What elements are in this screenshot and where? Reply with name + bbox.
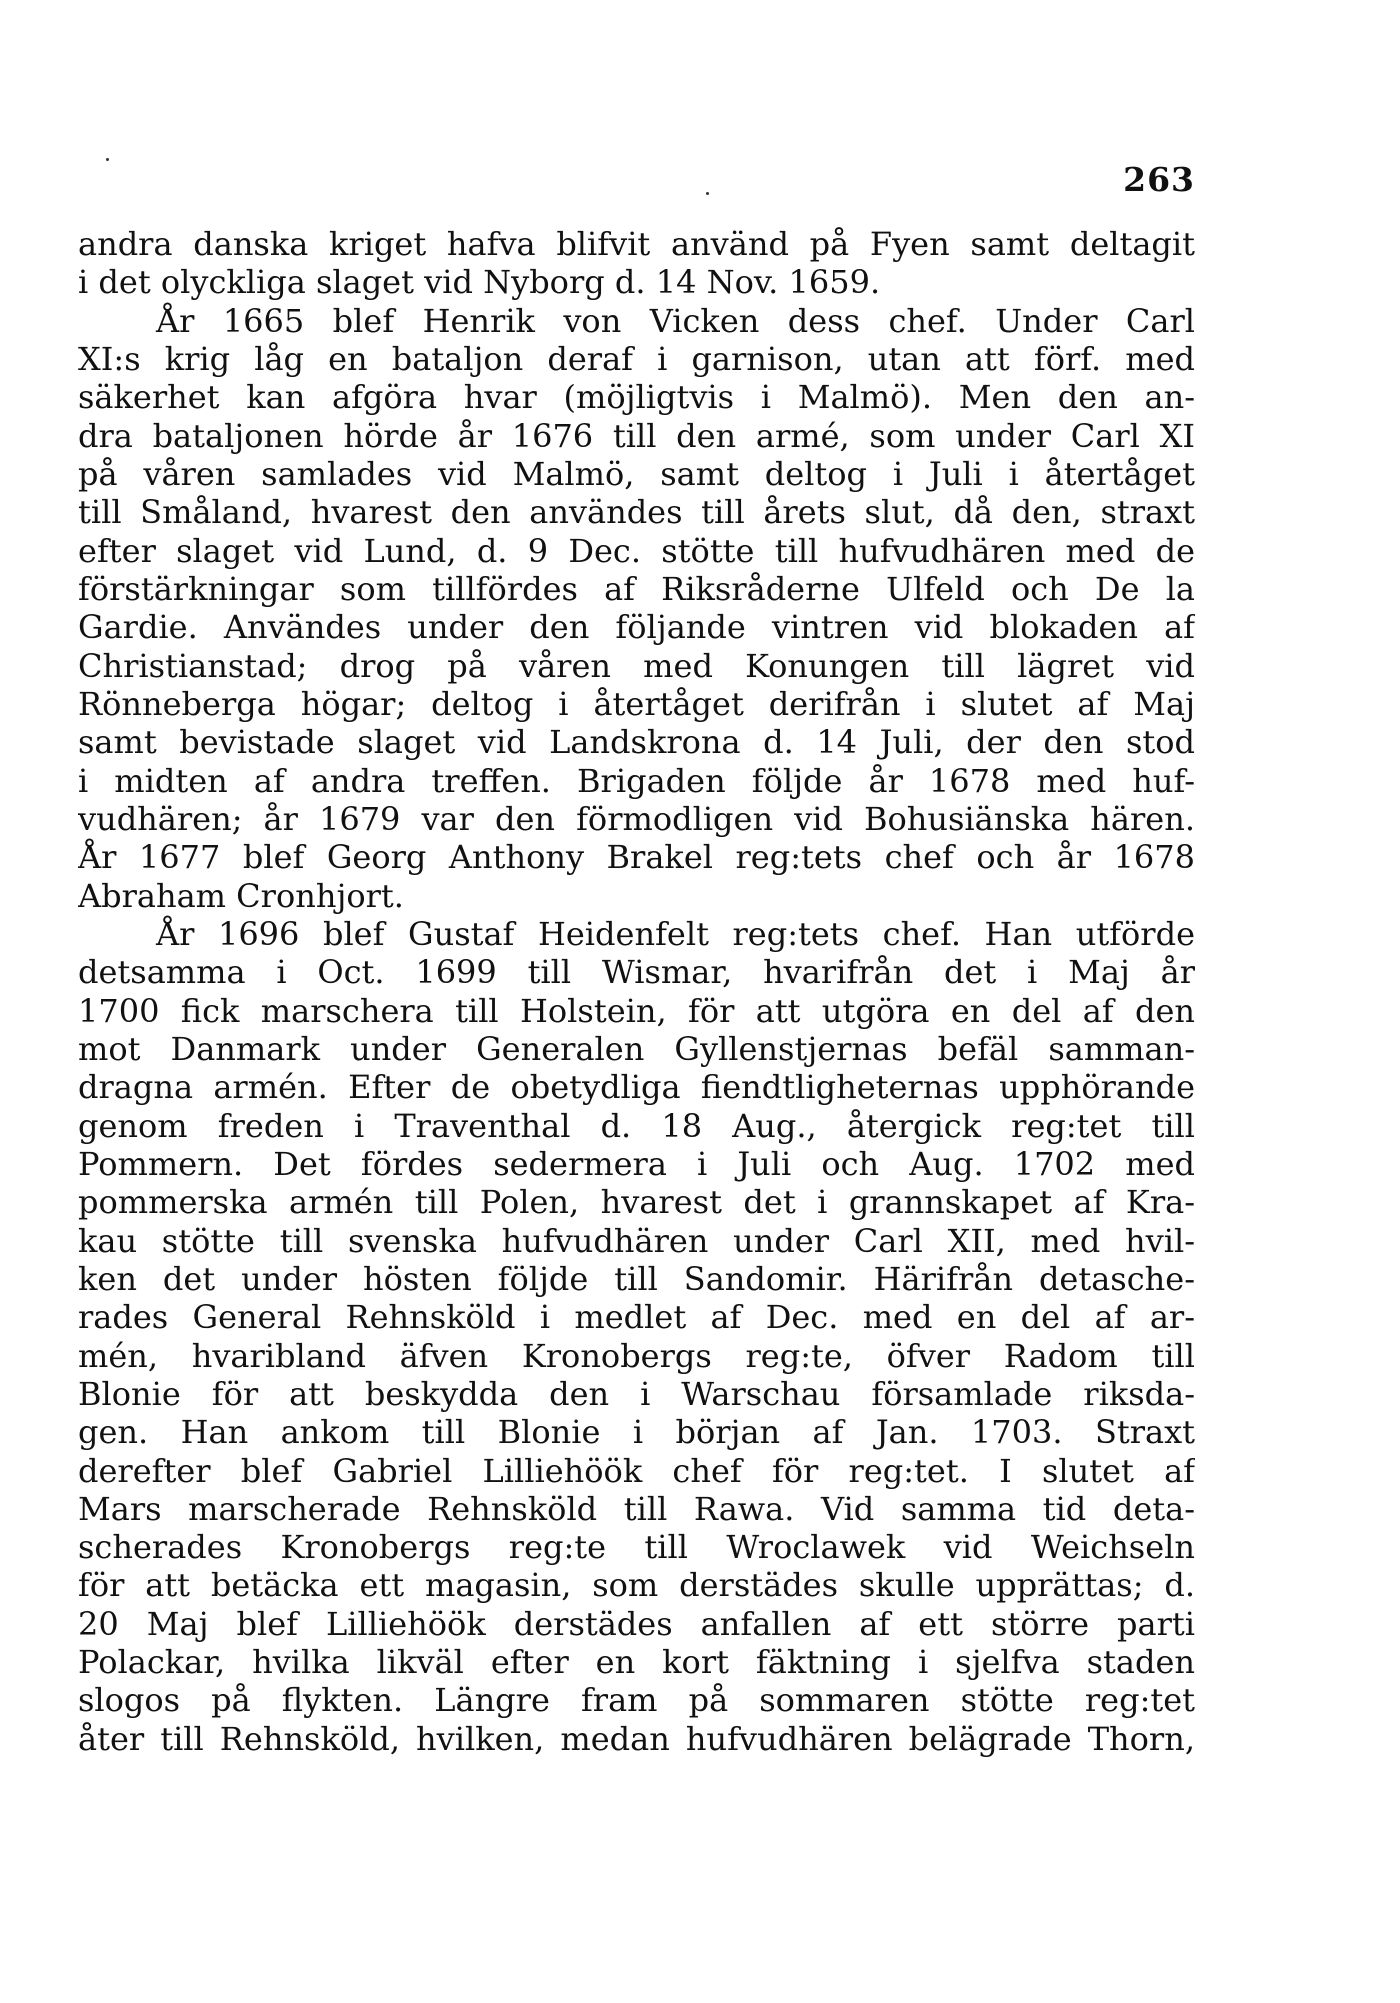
text-line: Blonie för att beskydda den i Warschau församlade riksda- [78,1374,1195,1413]
text-line: efter slaget vid Lund, d. 9 Dec. stötte till hufvudhären med de [78,531,1195,570]
text-line: mén, hvaribland äfven Kronobergs reg:te, öfver Radom till [78,1336,1195,1375]
text-line: på våren samlades vid Malmö, samt deltog i Juli i återtåget [78,454,1195,493]
text-line: gen. Han ankom till Blonie i början af Jan. 1703. Straxt [78,1413,1195,1452]
print-speck [106,158,109,161]
text-line: XI:s krig låg en bataljon deraf i garnison, utan att förf. med [78,339,1195,378]
text-line: till Småland, hvarest den användes till årets slut, då den, straxt [78,493,1195,532]
body-text [78,225,1195,1758]
text-line: säkerhet kan afgöra hvar (möjligtvis i Malmö). Men den an- [78,378,1195,417]
text-line: Rönneberga högar; deltog i återtåget derifrån i slutet af Maj [78,684,1195,723]
text-line: År 1696 blef Gustaf Heidenfelt reg:tets chef. Han utförde [156,914,1195,953]
text-line: vudhären; år 1679 var den förmodligen vid Bohusiänska hären. [78,799,1195,838]
text-line: Gardie. Användes under den följande vintren vid blokaden af [78,608,1195,647]
text-line: Pommern. Det fördes sedermera i Juli och Aug. 1702 med [78,1144,1195,1183]
text-line: ken det under hösten följde till Sandomir. Härifrån detasche- [78,1259,1195,1298]
text-line: dragna armén. Efter de obetydliga fiendtligheternas upphörande [78,1068,1195,1107]
text-line: genom freden i Traventhal d. 18 Aug., återgick reg:tet till [78,1106,1195,1145]
text-line: slogos på flykten. Längre fram på sommaren stötte reg:tet [78,1681,1195,1720]
text-line: År 1677 blef Georg Anthony Brakel reg:tets chef och år 1678 [78,838,1195,877]
print-speck [706,192,709,195]
text-line: andra danska kriget hafva blifvit använd på Fyen samt deltagit [78,225,1195,263]
text-line: detsamma i Oct. 1699 till Wismar, hvarifrån det i Maj år [78,953,1195,992]
text-line: rades General Rehnsköld i medlet af Dec. med en del af ar- [78,1298,1195,1337]
text-line: 1700 fick marschera till Holstein, för att utgöra en del af den [78,991,1195,1030]
text-line: 20 Maj blef Lilliehöök derstädes anfallen af ett större parti [78,1604,1195,1643]
text-line: i midten af andra treffen. Brigaden följde år 1678 med huf- [78,761,1195,800]
text-line: Polackar, hvilka likväl efter en kort fäktning i sjelfva staden [78,1643,1195,1682]
text-line: mot Danmark under Generalen Gyllenstjernas befäl samman- [78,1029,1195,1068]
text-line: År 1665 blef Henrik von Vicken dess chef. Under Carl [156,301,1195,340]
text-line: Abraham Cronhjort. [78,876,404,915]
text-line: dra bataljonen hörde år 1676 till den armé, som under Carl XI [78,416,1195,455]
text-line: för att betäcka ett magasin, som derstädes skulle upprättas; d. [78,1566,1195,1605]
text-line: åter till Rehnsköld, hvilken, medan hufvudhären belägrade Thorn, [78,1719,1195,1758]
text-line: derefter blef Gabriel Lilliehöök chef för reg:tet. I slutet af [78,1451,1195,1490]
text-line: pommerska armén till Polen, hvarest det i grannskapet af Kra- [78,1183,1195,1222]
text-line: scherades Kronobergs reg:te till Wroclawek vid Weichseln [78,1528,1195,1567]
text-line: samt bevistade slaget vid Landskrona d. 14 Juli, der den stod [78,723,1195,762]
text-line: Christianstad; drog på våren med Konungen till lägret vid [78,646,1195,685]
text-line: i det olyckliga slaget vid Nyborg d. 14 Nov. 1659. [78,263,881,302]
page-number: 263 [1123,160,1195,199]
text-line: förstärkningar som tillfördes af Riksråderne Ulfeld och De la [78,569,1195,608]
text-line: Mars marscherade Rehnsköld till Rawa. Vid samma tid deta- [78,1489,1195,1528]
text-line: kau stötte till svenska hufvudhären under Carl XII, med hvil- [78,1221,1195,1260]
